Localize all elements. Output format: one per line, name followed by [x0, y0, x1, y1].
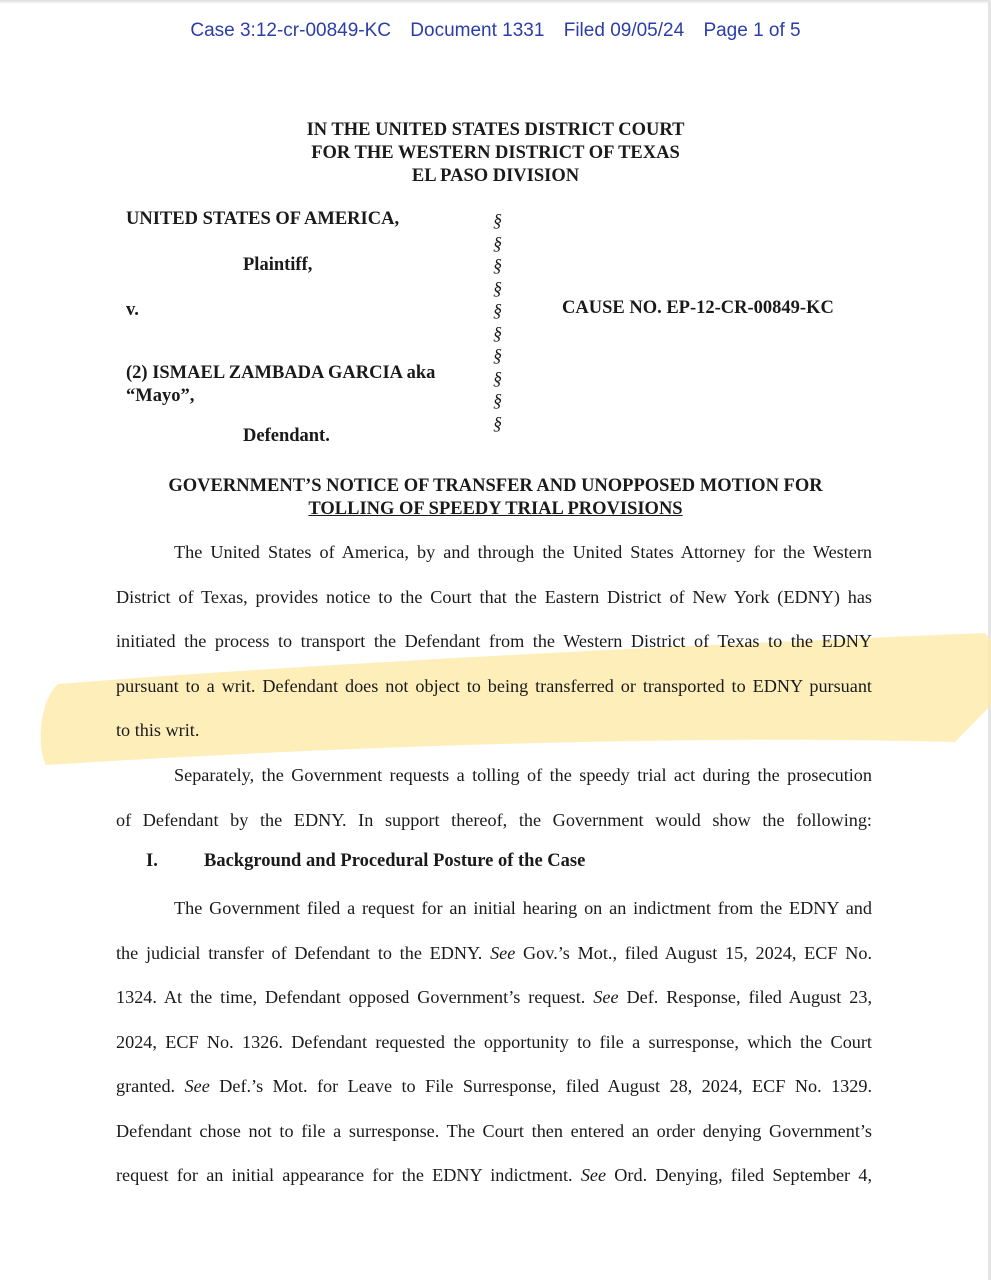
- paragraph-line: request for an initial appearance for the EDNY indictment. See Ord. Denying, filed September 4,: [116, 1165, 872, 1185]
- paragraph-line: District of Texas, provides notice to the Court that the Eastern District of New York (EDNY) has: [116, 586, 872, 607]
- case-caption: [0, 206, 991, 456]
- paragraph-line: 1324. At the time, Defendant opposed Government’s request. See Def. Response, filed August 23,: [116, 987, 872, 1007]
- defendant-role: Defendant.: [243, 426, 330, 446]
- defendant-name-line-1: (2) ISMAEL ZAMBADA GARCIA aka: [126, 363, 436, 383]
- plaintiff-name: UNITED STATES OF AMERICA,: [126, 209, 400, 229]
- cause-number: CAUSE NO. EP-12-CR-00849-KC: [562, 298, 834, 318]
- citation-signal: See: [184, 1076, 210, 1096]
- paragraph-tolling-request: [116, 753, 872, 842]
- case-number: Case 3:12-cr-00849-KC: [190, 20, 392, 41]
- paragraph-line: initiated the process to transport the Defendant from the Western District of Texas to the EDNY: [116, 631, 872, 651]
- ecf-header: [0, 20, 991, 42]
- paragraph-line: Separately, the Government requests a tolling of the speedy trial act during the prosecution: [174, 765, 872, 785]
- section-number: I.: [146, 851, 158, 871]
- court-heading: [0, 119, 991, 188]
- court-line-2: FOR THE WESTERN DISTRICT OF TEXAS: [311, 143, 680, 163]
- page-indicator: Page 1 of 5: [703, 20, 801, 41]
- paragraph-line: 2024, ECF No. 1326. Defendant requested the opportunity to file a surresponse, which the Court: [116, 1031, 872, 1052]
- document-number: Document 1331: [410, 20, 545, 41]
- paragraph-background: [116, 886, 872, 1198]
- section-title: Background and Procedural Posture of the Case: [204, 851, 586, 871]
- court-line-3: EL PASO DIVISION: [411, 166, 580, 186]
- citation-signal: See: [593, 987, 619, 1007]
- paragraph-line: the judicial transfer of Defendant to the EDNY. See Gov.’s Mot., filed August 15, 2024, ECF No.: [116, 942, 873, 963]
- defendant-name-line-2: “Mayo”,: [126, 386, 195, 406]
- motion-title-line-2: TOLLING OF SPEEDY TRIAL PROVISIONS: [308, 499, 683, 519]
- section-heading: [146, 851, 585, 872]
- citation-signal: See: [580, 1165, 607, 1185]
- paragraph-line: Defendant chose not to file a surresponse. The Court then entered an order denying Government’s: [116, 1120, 872, 1141]
- paragraph-notice: [116, 530, 872, 753]
- paragraph-line: pursuant to a writ. Defendant does not object to being transferred or transported to EDNY pursuant: [116, 675, 872, 696]
- paragraph-line: The United States of America, by and through the United States Attorney for the Western: [174, 542, 872, 562]
- court-line-1: IN THE UNITED STATES DISTRICT COURT: [306, 120, 685, 140]
- paragraph-line: of Defendant by the EDNY. In support thereof, the Government would show the following:: [116, 809, 872, 830]
- motion-title: [0, 475, 991, 521]
- motion-title-line-1: GOVERNMENT’S NOTICE OF TRANSFER AND UNOPPOSED MOTION FOR: [168, 476, 823, 496]
- filed-date: Filed 09/05/24: [563, 20, 685, 41]
- versus: v.: [126, 300, 139, 320]
- paragraph-line: to this writ.: [116, 720, 200, 740]
- citation-signal: See: [490, 942, 516, 963]
- paragraph-line: granted. See Def.’s Mot. for Leave to File Surresponse, filed August 28, 2024, ECF No. 1329.: [116, 1076, 873, 1096]
- plaintiff-role: Plaintiff,: [243, 255, 313, 275]
- paragraph-line: The Government filed a request for an initial hearing on an indictment from the EDNY and: [174, 898, 872, 918]
- section-symbols: § § § § § § § § § §: [493, 210, 502, 433]
